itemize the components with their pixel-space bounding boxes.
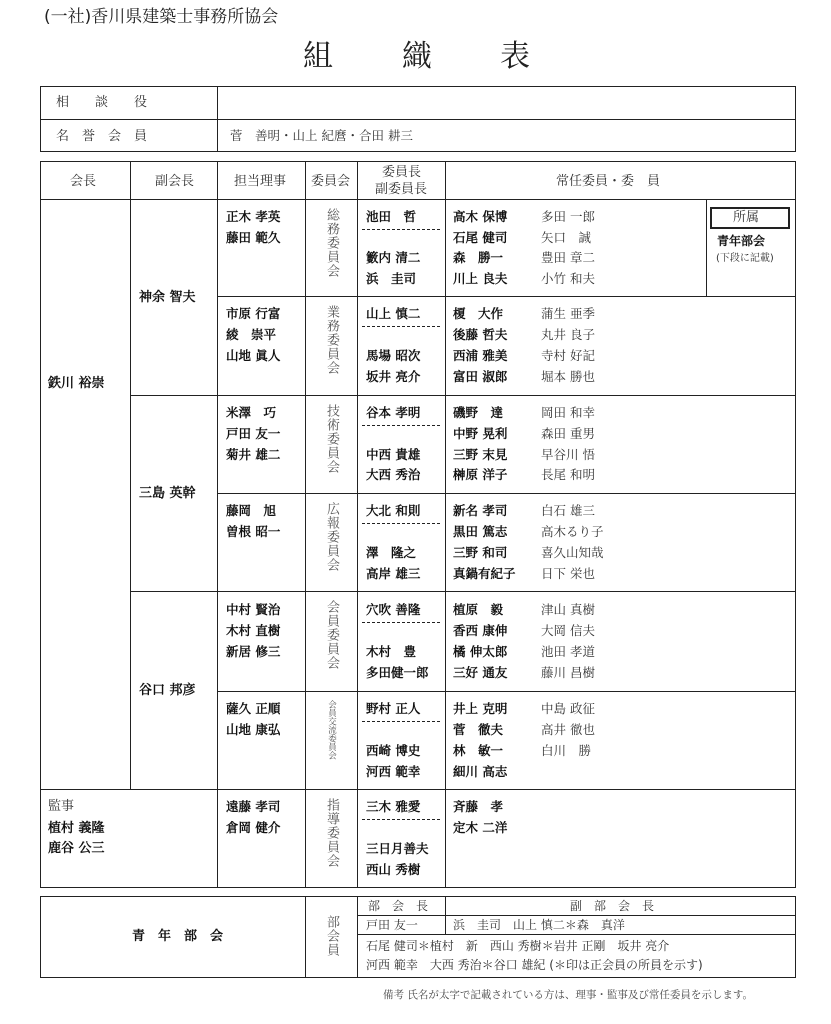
vice-chair-2: 三島 英幹 <box>139 486 196 501</box>
youth-vice-label: 副 部 会 長 <box>570 899 655 913</box>
committee-name: 会員委員会 <box>324 600 339 670</box>
committee-chief: 山上 慎二 <box>366 306 421 321</box>
youth-vices: 浜 圭司 山上 慎二＊森 真洋 <box>453 918 625 932</box>
member-regular: 西浦 雅美 <box>453 348 508 363</box>
member-regular: 香西 康伸 <box>453 623 508 638</box>
committee-chief: 穴吹 善隆 <box>366 602 421 617</box>
member: 白石 雄三 <box>541 503 595 518</box>
org-name: (一社)香川県建築士事務所協会 <box>44 7 279 27</box>
member-regular: 細川 高志 <box>453 764 508 779</box>
director: 市原 行富 <box>226 306 281 321</box>
committee-deputy: 西崎 博史 <box>366 743 421 758</box>
committee-deputy: 籔内 清二 <box>366 250 421 265</box>
member: 早谷川 悟 <box>541 447 595 462</box>
director: 中村 賢治 <box>226 602 281 617</box>
committee-deputy: 坂井 亮介 <box>366 369 421 384</box>
member: 堀本 勝也 <box>541 369 595 384</box>
committee-deputy: 河西 範幸 <box>366 764 421 779</box>
member-regular: 真鍋有紀子 <box>453 566 516 581</box>
committee-deputy: 澤 隆之 <box>366 545 417 560</box>
youth-head: 戸田 友一 <box>366 918 418 932</box>
committee-chief: 谷本 孝明 <box>366 405 421 420</box>
auditor-name-2: 鹿谷 公三 <box>48 841 105 856</box>
member: 喜久山知哉 <box>541 545 604 560</box>
committee-chief: 大北 和則 <box>366 503 421 518</box>
committee-deputy: 中西 貴雄 <box>366 447 421 462</box>
youth-section-label: 部会員 <box>324 915 339 957</box>
committee-deputy: 木村 豊 <box>366 644 417 659</box>
director: 遠藤 孝司 <box>226 799 281 814</box>
committee-deputy: 大西 秀治 <box>366 467 421 482</box>
committee-deputy: 浜 圭司 <box>366 271 417 286</box>
member-regular: 橘 伸太郎 <box>453 644 508 659</box>
committee-deputy: 馬場 昭次 <box>366 348 421 363</box>
director: 藤岡 旭 <box>226 503 277 518</box>
member: 日下 栄也 <box>541 566 595 581</box>
committee-name: 広報委員会 <box>324 502 339 572</box>
youth-box-line1: 青年部会 <box>717 234 766 248</box>
director: 藤田 範久 <box>226 230 281 245</box>
director: 薩久 正順 <box>226 701 281 716</box>
member-regular: 高木 保博 <box>453 209 508 224</box>
member: 高井 徹也 <box>541 722 595 737</box>
director: 曽根 昭一 <box>226 524 281 539</box>
member-regular: 富田 淑郎 <box>453 369 508 384</box>
director: 山地 眞人 <box>226 348 281 363</box>
committee-name: 指導委員会 <box>324 798 339 868</box>
director: 綾 崇平 <box>226 327 277 342</box>
committee-name: 総務委員会 <box>324 208 339 278</box>
member: 森田 重男 <box>541 426 595 441</box>
youth-head-label: 部 会 長 <box>368 899 429 913</box>
member: 中島 政征 <box>541 701 595 716</box>
header-vice: 副会長 <box>155 174 195 189</box>
youth-members-row2: 河西 範幸 大西 秀治＊谷口 雄紀 (＊印は正会員の所員を示す) <box>366 958 703 972</box>
member-regular: 三野 末見 <box>453 447 508 462</box>
auditor-label: 監事 <box>48 799 75 814</box>
member: 長尾 和明 <box>541 467 595 482</box>
member: 池田 孝道 <box>541 644 595 659</box>
member: 津山 真樹 <box>541 602 595 617</box>
member-regular: 森 勝一 <box>453 250 504 265</box>
header-chair: 会長 <box>70 174 97 189</box>
honorary-label: 名 誉 会 員 <box>56 129 148 144</box>
committee-deputy: 多田健一郎 <box>366 665 429 680</box>
member-regular: 石尾 健司 <box>453 230 508 245</box>
youth-box-title: 所属 <box>733 210 760 225</box>
committee-chief: 三木 雅愛 <box>366 799 421 814</box>
member: 蒲生 亜季 <box>541 306 595 321</box>
member-regular: 黒田 篤志 <box>453 524 508 539</box>
director: 山地 康弘 <box>226 722 281 737</box>
member-regular: 三野 和司 <box>453 545 508 560</box>
director: 米澤 巧 <box>226 405 277 420</box>
page-title-1: 組 <box>303 39 333 74</box>
youth-box-line2: (下段に記載) <box>716 253 774 264</box>
committee-name: 業務委員会 <box>324 305 339 375</box>
committee-chief: 野村 正人 <box>366 701 421 716</box>
committee-chief: 池田 哲 <box>366 209 417 224</box>
member: 小竹 和夫 <box>541 271 595 286</box>
committee-deputy: 西山 秀樹 <box>366 862 421 877</box>
member-regular: 植原 毅 <box>453 602 504 617</box>
member-regular: 後藤 哲夫 <box>453 327 508 342</box>
member: 藤川 昌樹 <box>541 665 595 680</box>
director: 木村 直樹 <box>226 623 281 638</box>
header-head: 委員長 <box>382 165 422 180</box>
vice-chair-3: 谷口 邦彦 <box>139 683 196 698</box>
chair-name: 鉄川 裕崇 <box>48 376 105 391</box>
committee-name: 会員交流委員会 <box>326 700 337 760</box>
member-regular: 三好 通友 <box>453 665 508 680</box>
committee-name: 技術委員会 <box>324 404 339 474</box>
page-title-3: 表 <box>500 39 530 74</box>
member-regular: 新名 孝司 <box>453 503 508 518</box>
member: 矢口 誠 <box>541 230 592 245</box>
member: 大岡 信夫 <box>541 623 595 638</box>
member-regular: 川上 良夫 <box>453 271 508 286</box>
director: 正木 孝英 <box>226 209 281 224</box>
member: 豊田 章二 <box>541 250 595 265</box>
header-director: 担当理事 <box>234 174 287 189</box>
member: 丸井 良子 <box>541 327 595 342</box>
member: 多田 一郎 <box>541 209 595 224</box>
director: 戸田 友一 <box>226 426 281 441</box>
director: 菊井 雄二 <box>226 447 281 462</box>
header-members: 常任委員・委 員 <box>556 174 661 189</box>
committee-deputy: 三日月善夫 <box>366 841 429 856</box>
vice-chair-1: 神余 智夫 <box>139 290 196 305</box>
auditor-name-1: 植村 義隆 <box>48 821 105 836</box>
member: 寺村 好記 <box>541 348 595 363</box>
member-regular: 林 敏一 <box>453 743 504 758</box>
member-regular: 中野 晃利 <box>453 426 508 441</box>
footnote: 備考 氏名が太字で記載されている方は、理事・監事及び常任委員を示します。 <box>383 989 753 1001</box>
member: 高木るり子 <box>541 524 604 539</box>
member-regular: 菅 徹夫 <box>453 722 504 737</box>
member-regular: 磯野 達 <box>453 405 504 420</box>
header-deputy: 副委員長 <box>375 182 428 197</box>
page-title-2: 織 <box>402 39 432 74</box>
director: 倉岡 健介 <box>226 820 281 835</box>
committee-deputy: 高岸 雄三 <box>366 566 421 581</box>
member-regular: 斉藤 孝 <box>453 799 504 814</box>
header-committee: 委員会 <box>311 174 351 189</box>
advisors-label: 相 談 役 <box>56 95 148 110</box>
member-regular: 榊原 洋子 <box>453 467 508 482</box>
director: 新居 修三 <box>226 644 281 659</box>
member: 岡田 和幸 <box>541 405 595 420</box>
member-regular: 井上 克明 <box>453 701 508 716</box>
member-regular: 榎 大作 <box>453 306 504 321</box>
honorary-value: 菅 善明・山上 紀麿・合田 耕三 <box>230 128 413 143</box>
youth-label: 青 年 部 会 <box>132 929 224 944</box>
member-regular: 定木 二洋 <box>453 820 508 835</box>
youth-members-row1: 石尾 健司＊植村 新 西山 秀樹＊岩井 正剛 坂井 亮介 <box>366 939 670 953</box>
member: 白川 勝 <box>541 743 592 758</box>
